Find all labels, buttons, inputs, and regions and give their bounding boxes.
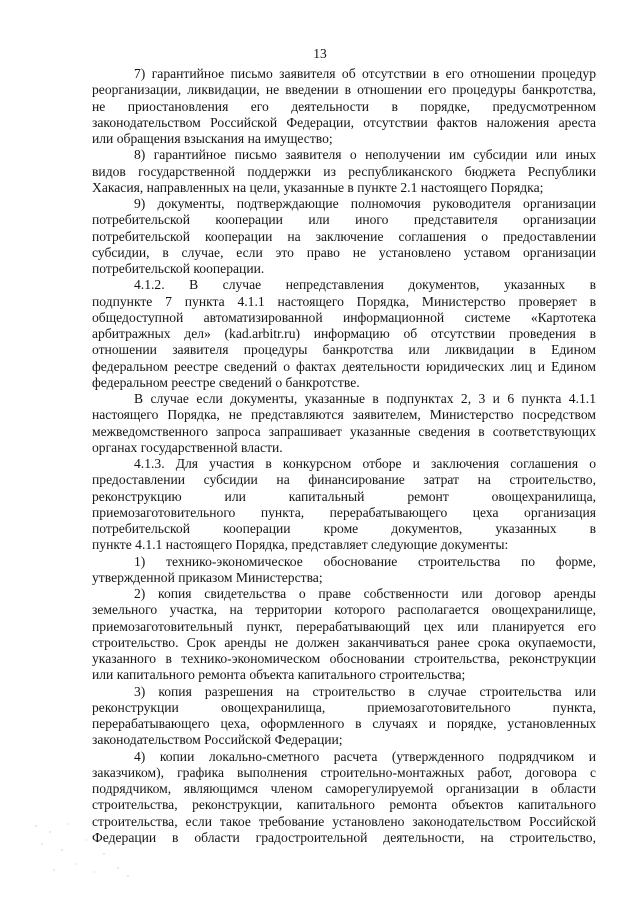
text-line: потребительской кооперации кроме документов, указанных в [92,521,596,536]
text-line: пункте 4.1.1 настоящего Порядка, представляет следующие документы: [92,537,509,553]
text-line: межведомственного запроса запрашивает указанные сведения в соответствующих [92,423,596,439]
text-line: приемозаготовительный пункт, перерабатывающий цех или планируется его [92,618,596,634]
text-line: арбитражных дел» (kad.arbitr.ru) информацию об отсутствии проведения в [92,326,596,341]
text-line: реконструкции овощехранилища, приемозаготовительного пункта, [92,699,596,715]
page-number: 13 [313,46,327,61]
text-line: подпункте 7 пункта 4.1.1 настоящего Порядка, Министерство проверяет в [92,293,596,309]
text-line: общедоступной автоматизированной информационной системе «Картотека [92,309,596,325]
text-line: В случае если документы, указанные в подпунктах 2, 3 и 6 пункта 4.1.1 [134,391,596,406]
text-line: Федерации в области градостроительной деятельности, на строительство, [92,829,596,845]
text-line: или обращения взыскания на имущество; [92,131,333,146]
text-line: законодательством Российской Федерации, отсутствии фактов наложения ареста [92,114,596,130]
text-line: или капитального ремонта объекта капитального строительства; [92,667,466,683]
scan-specks [28,820,138,880]
text-line: перерабатывающего цеха, оформленного в случаях и порядке, установленных [92,716,596,731]
text-line: заказчиком), графика выполнения строительно-монтажных работ, договора с [92,764,596,780]
text-line: указанного в технико-экономическом обосновании строительства, реконструкции [92,651,596,666]
text-line: не приостановления его деятельности в порядке, предусмотренном [92,98,596,114]
text-line: 4.1.3. Для участия в конкурсном отборе и заключения соглашения о [134,456,596,471]
text-line: подрядчиком, являющимся членом саморегулируемой организации в области [92,781,596,796]
text-line: отношении заявителя процедуры банкротства или ликвидации в Едином [92,342,596,358]
text-line: земельного участка, на территории которого располагается овощехранилище, [92,602,596,618]
text-line: утвержденной приказом Министерства; [92,569,323,585]
text-line: федеральном реестре сведений о банкротстве. [92,374,360,390]
text-line: строительства, если такое требование установлено законодательством Российской [92,813,596,829]
text-line: 2) копия свидетельства о праве собственности или договор аренды [134,586,596,601]
text-line: видов государственной поддержки из республиканского бюджета Республики [92,163,596,179]
text-line: строительства, реконструкции, капитального ремонта объектов капитального [92,797,596,813]
text-line: реорганизации, ликвидации, не введении в отношении его процедуры банкротства, [92,82,596,98]
text-line: законодательством Российской Федерации; [92,732,343,748]
text-line: 7) гарантийное письмо заявителя об отсутствии в его отношении процедур [134,66,596,81]
document-body [92,66,596,846]
text-line: 1) технико-экономическое обоснование строительства по форме, [134,553,596,569]
text-line: реконструкцию или капитальный ремонт овощехранилища, [92,488,596,504]
text-line: субсидии, в случае, если это право не установлено уставом организации [92,244,596,260]
text-line: 4) копии локально-сметного расчета (утвержденного подрядчиком и [134,748,596,764]
text-line: настоящего Порядка, не представляются заявителем, Министерство посредством [92,407,596,423]
text-line: 4.1.2. В случае непредставления документов, указанных в [134,277,596,293]
text-line: потребительской кооперации на заключение соглашения о предоставлении [92,228,596,244]
text-line: предоставлении субсидии на финансирование затрат на строительство, [92,472,596,488]
text-line: 9) документы, подтверждающие полномочия руководителя организации [134,196,596,211]
text-line: приемозаготовительного пункта, перерабатывающего цеха организация [92,504,596,520]
text-line: 8) гарантийное письмо заявителя о неполучении им субсидии или иных [134,147,596,163]
text-line: строительство. Срок аренды не должен заканчиваться ранее срока окупаемости, [92,634,596,650]
text-line: потребительской кооперации или иного представителя организации [92,212,596,228]
text-line: органах государственной власти. [92,439,283,455]
text-line: федеральном реестре сведений о фактах деятельности юридических лиц и Едином [92,358,596,374]
text-line: 3) копия разрешения на строительство в случае строительства или [134,683,596,699]
text-line: Хакасия, направленных на цели, указанные в пункте 2.1 настоящего Порядка; [92,179,544,195]
text-line: потребительской кооперации. [92,261,265,276]
